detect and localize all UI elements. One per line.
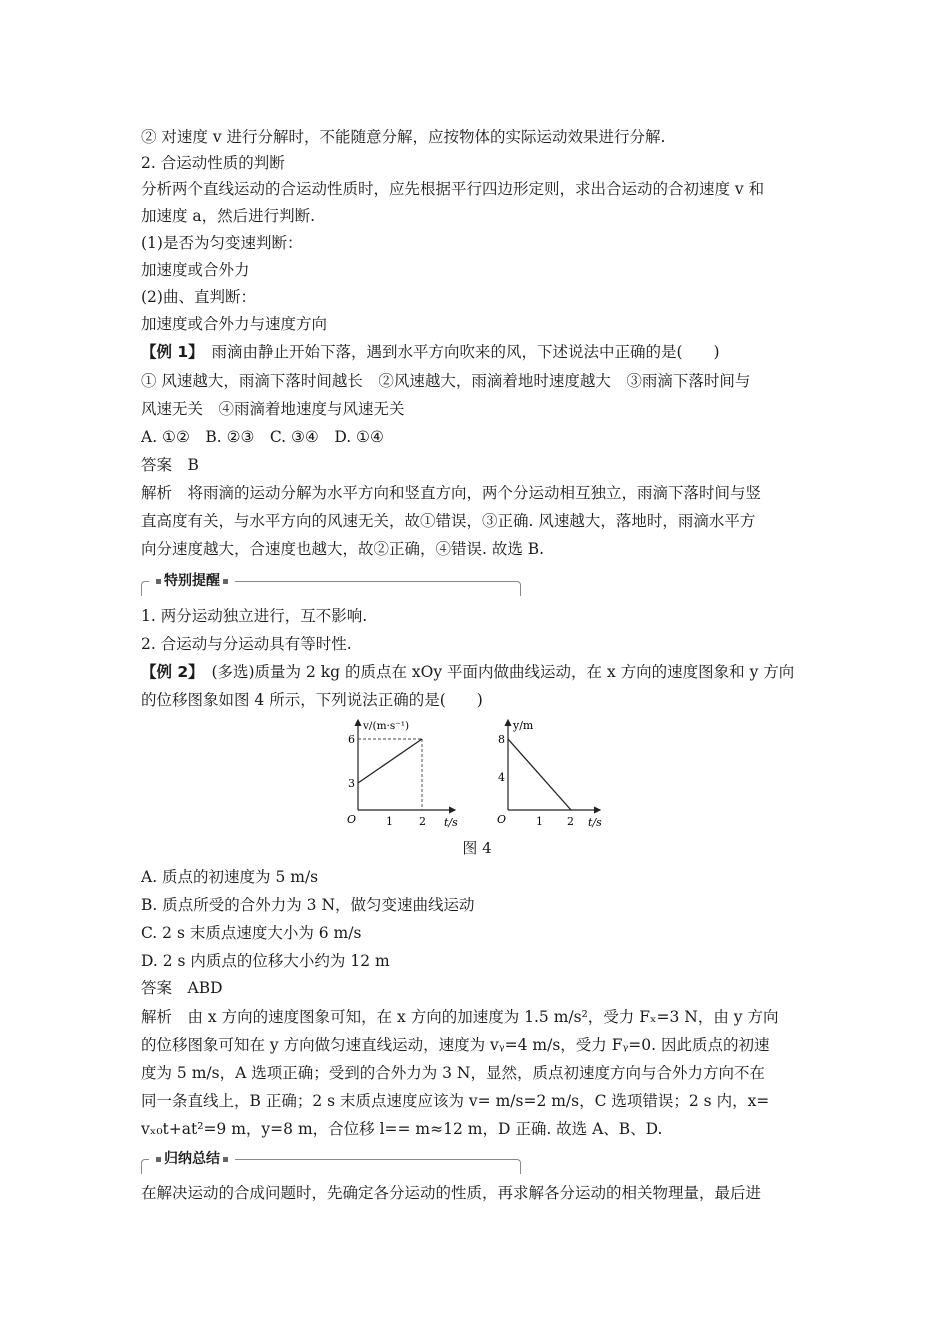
example-1-question (141, 339, 813, 366)
square-icon (156, 1157, 161, 1162)
y-tick-label: 6 (348, 733, 355, 746)
example-2-tag: 【例 2】 (141, 663, 196, 681)
line-26: 解析 由 x 方向的速度图象可知，在 x 方向的加速度为 1.5 m/s²，受力 Fₓ=3 N，由 y 方向 (141, 1008, 779, 1026)
example-1-tag: 【例 1】 (141, 343, 196, 361)
line-29: 同一条直线上，B 正确；2 s 末质点速度应该为 v= m/s=2 m/s，C 选项错误；2 s 内，x= (141, 1092, 770, 1110)
x-tick-label: 2 (567, 815, 574, 828)
velocity-line (358, 739, 422, 783)
line-11: 风速无关 ④雨滴着地速度与风速无关 (141, 400, 405, 418)
example-2-text: (多选)质量为 2 kg 的质点在 xOy 平面内做曲线运动，在 x 方向的速度图象和 y 方向 (195, 663, 795, 681)
y-tick-label: 4 (498, 771, 505, 784)
origin-label: O (497, 813, 507, 826)
y-axis-label: y/m (513, 719, 534, 732)
option-a: A. 质点的初速度为 5 m/s (141, 868, 319, 886)
box-label: 特别提醒 (149, 572, 235, 590)
answer-2: 答案 ABD (141, 979, 223, 997)
option-c: C. 2 s 末质点速度大小为 6 m/s (141, 924, 362, 942)
line-3: 分析两个直线运动的合运动性质时，应先根据平行四边形定则，求出合运动的合初速度 v 和 (141, 180, 765, 198)
square-icon (223, 579, 228, 584)
line-17: 1. 两分运动独立进行，互不影响. (141, 607, 368, 625)
y-tick-label: 8 (498, 733, 505, 746)
option-d: D. 2 s 内质点的位移大小约为 12 m (141, 952, 390, 970)
line-2: 2. 合运动性质的判断 (141, 154, 285, 172)
special-reminder-header (141, 572, 521, 592)
x-axis-label: t/s (444, 816, 458, 829)
x-tick-label: 2 (419, 815, 426, 828)
line-28: 度为 5 m/s，A 选项正确；受到的合外力为 3 N，显然，质点初速度方向与合外力方向不在 (141, 1064, 765, 1082)
line-14: 解析 将雨滴的运动分解为水平方向和竖直方向，两个分运动相互独立，雨滴下落时间与竖 (141, 484, 762, 502)
y-tick-label: 3 (348, 777, 355, 790)
summary-header (141, 1150, 521, 1170)
figure-caption: 图 4 (462, 839, 492, 857)
square-icon (223, 1157, 228, 1162)
y-axis-label: v/(m·s⁻¹) (363, 720, 410, 732)
option-b: B. 质点所受的合外力为 3 N，做匀变速曲线运动 (141, 896, 475, 914)
example-2-question (141, 659, 813, 686)
line-13: 答案 B (141, 456, 199, 474)
line-31: 在解决运动的合成问题时，先确定各分运动的性质，再求解各分运动的相关物理量，最后进 (141, 1184, 762, 1202)
displacement-line (508, 739, 571, 810)
line-12: A. ①② B. ②③ C. ③④ D. ①④ (141, 428, 384, 446)
square-icon (156, 579, 161, 584)
velocity-time-graph (330, 712, 470, 832)
line-20: 的位移图象如图 4 所示，下列说法正确的是( ) (141, 691, 483, 709)
x-tick-label: 1 (386, 815, 393, 828)
line-15: 直高度有关，与水平方向的风速无关，故①错误，③正确. 风速越大，落地时，雨滴水平方 (141, 512, 756, 530)
line-6: 加速度或合外力 (141, 261, 250, 279)
line-7: (2)曲、直判断： (141, 288, 256, 306)
line-27: 的位移图象可知在 y 方向做匀速直线运动，速度为 vᵧ=4 m/s，受力 Fᵧ=0. 因此质点的初速 (141, 1036, 770, 1054)
line-16: 向分速度越大，合速度也越大，故②正确，④错误. 故选 B. (141, 540, 545, 558)
origin-label: O (347, 813, 357, 826)
line-30: vₓ₀t+at²=9 m，y=8 m，合位移 l== m≈12 m，D 正确. 故选 A、B、D. (141, 1120, 663, 1138)
x-axis-label: t/s (588, 816, 602, 829)
line-10: ① 风速越大，雨滴下落时间越长 ②风速越大，雨滴着地时速度越大 ③雨滴下落时间与 (141, 372, 751, 390)
x-tick-label: 1 (536, 815, 543, 828)
box-label: 归纳总结 (149, 1150, 235, 1168)
line-18: 2. 合运动与分运动具有等时性. (141, 635, 352, 653)
line-4: 加速度 a，然后进行判断. (141, 207, 316, 225)
line-1: ② 对速度 v 进行分解时，不能随意分解，应按物体的实际运动效果进行分解. (141, 128, 666, 146)
displacement-time-graph (490, 712, 620, 832)
line-8: 加速度或合外力与速度方向 (141, 315, 328, 333)
line-5: (1)是否为匀变速判断： (141, 234, 303, 252)
example-1-text: 雨滴由静止开始下落，遇到水平方向吹来的风，下述说法中正确的是( ) (195, 343, 720, 361)
